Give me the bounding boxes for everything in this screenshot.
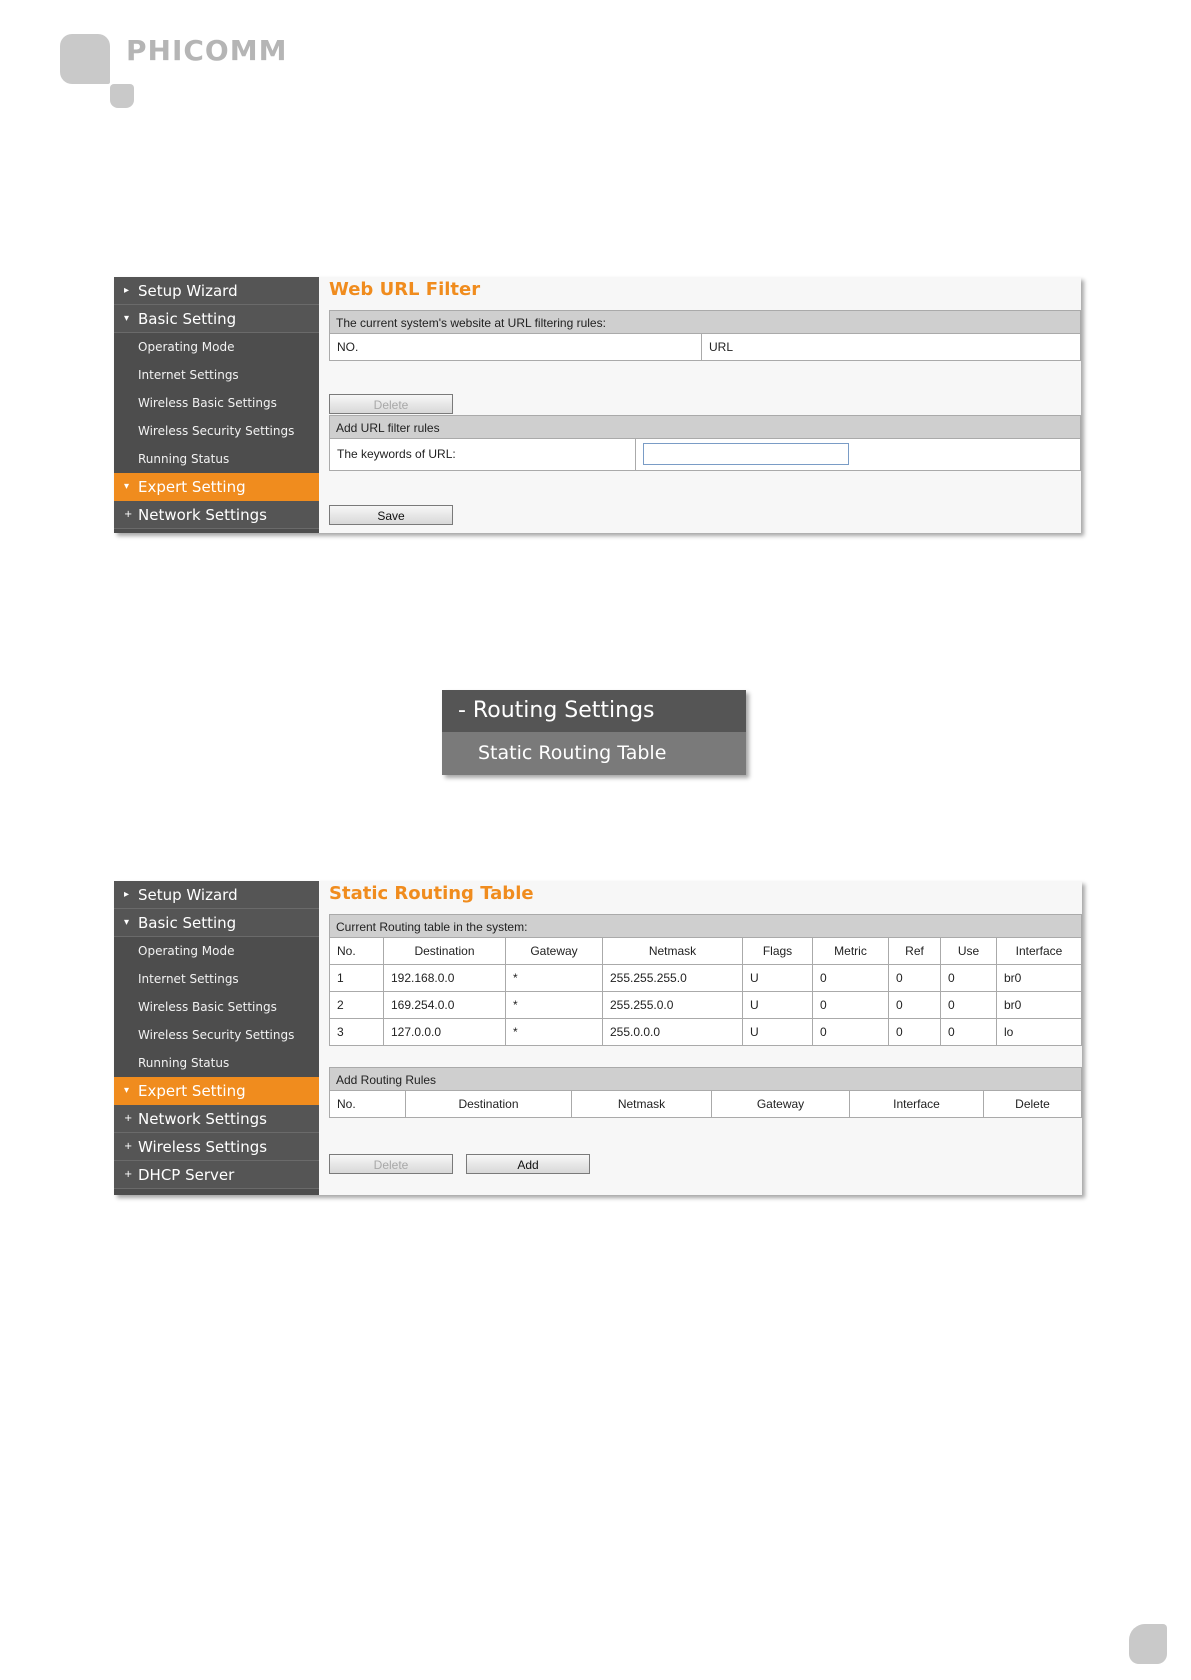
keywords-label: The keywords of URL: bbox=[330, 439, 636, 470]
cell-interface: br0 bbox=[1004, 998, 1022, 1012]
column-header-no: NO. bbox=[330, 334, 702, 360]
save-button[interactable]: Save bbox=[329, 505, 453, 525]
keywords-row bbox=[329, 439, 1081, 471]
sidebar-item-label: Network Settings bbox=[138, 1110, 267, 1128]
sidebar-item-label: Setup Wizard bbox=[138, 886, 238, 904]
keywords-cell bbox=[636, 439, 1080, 470]
cell-no: 1 bbox=[330, 965, 384, 991]
sidebar-item-label: Setup Wizard bbox=[138, 282, 238, 300]
sidebar-item-internet-settings[interactable]: Internet Settings bbox=[114, 361, 319, 389]
web-url-filter-panel bbox=[114, 277, 1081, 533]
column-header-use: Use bbox=[941, 938, 997, 964]
column-header-netmask: Netmask bbox=[603, 938, 743, 964]
sidebar-item-label: Basic Setting bbox=[138, 310, 237, 328]
logo-mark-large bbox=[60, 34, 110, 84]
logo-mark-small bbox=[110, 84, 134, 108]
cell-use: 0 bbox=[941, 1019, 997, 1045]
routing-table-header: Current Routing table in the system: bbox=[329, 914, 1082, 938]
sidebar-item-dhcp-server[interactable] bbox=[114, 1161, 319, 1189]
column-header-delete: Delete bbox=[1015, 1097, 1050, 1111]
cell-netmask: 255.255.255.0 bbox=[603, 965, 743, 991]
cell-ref: 0 bbox=[889, 1019, 941, 1045]
sidebar-item-basic-setting[interactable] bbox=[114, 305, 319, 333]
sidebar bbox=[114, 277, 319, 533]
content-area bbox=[319, 277, 1081, 533]
add-routing-rules-header: Add Routing Rules bbox=[329, 1067, 1082, 1091]
url-keywords-input[interactable] bbox=[643, 443, 849, 465]
cell-destination: 192.168.0.0 bbox=[384, 965, 506, 991]
cell-use: 0 bbox=[941, 965, 997, 991]
cell-no: 3 bbox=[330, 1019, 384, 1045]
url-rules-header: The current system's website at URL filtering rules: bbox=[329, 310, 1081, 334]
plus-icon: + bbox=[124, 1113, 133, 1124]
caret-right-icon: ▸ bbox=[124, 285, 130, 296]
table-row bbox=[329, 965, 1082, 992]
sidebar-item-wireless-basic-settings[interactable]: Wireless Basic Settings bbox=[114, 389, 319, 417]
sidebar-item-internet-settings[interactable]: Internet Settings bbox=[114, 965, 319, 993]
column-header-destination: Destination bbox=[406, 1091, 572, 1117]
cell-gateway: * bbox=[506, 992, 603, 1018]
static-routing-table-panel bbox=[114, 881, 1082, 1195]
sidebar-item-label: DHCP Server bbox=[138, 1166, 235, 1184]
cell-gateway: * bbox=[506, 1019, 603, 1045]
sidebar-item-label: Network Settings bbox=[138, 506, 267, 524]
sidebar-item-basic-setting[interactable] bbox=[114, 909, 319, 937]
column-header-interface: Interface bbox=[1015, 944, 1063, 958]
column-header-metric: Metric bbox=[813, 938, 889, 964]
column-header-gateway: Gateway bbox=[506, 938, 603, 964]
url-rules-columns bbox=[329, 334, 1081, 361]
column-header-netmask: Netmask bbox=[572, 1091, 712, 1117]
column-header-interface: Interface bbox=[850, 1091, 984, 1117]
cell-netmask: 255.0.0.0 bbox=[603, 1019, 743, 1045]
column-header-no: No. bbox=[330, 1091, 406, 1117]
menu-item-routing-settings[interactable]: - Routing Settings bbox=[442, 690, 746, 732]
cell-flags: U bbox=[743, 1019, 813, 1045]
sidebar bbox=[114, 881, 319, 1195]
table-row bbox=[329, 1019, 1082, 1046]
caret-right-icon: ▸ bbox=[124, 889, 130, 900]
caret-down-icon: ▾ bbox=[124, 313, 130, 324]
column-header-gateway: Gateway bbox=[712, 1091, 850, 1117]
page-corner-decoration bbox=[1129, 1624, 1167, 1664]
add-routing-columns bbox=[329, 1091, 1082, 1118]
cell-gateway: * bbox=[506, 965, 603, 991]
routing-table-columns bbox=[329, 938, 1082, 965]
caret-down-icon: ▾ bbox=[124, 1085, 130, 1096]
sidebar-item-wireless-security-settings[interactable]: Wireless Security Settings bbox=[114, 417, 319, 445]
delete-button[interactable]: Delete bbox=[329, 1154, 453, 1174]
sidebar-item-running-status[interactable]: Running Status bbox=[114, 1049, 319, 1077]
sidebar-item-operating-mode[interactable]: Operating Mode bbox=[114, 333, 319, 361]
column-header-no: No. bbox=[330, 938, 384, 964]
caret-down-icon: ▾ bbox=[124, 917, 130, 928]
plus-icon: + bbox=[124, 509, 133, 520]
sidebar-item-wireless-security-settings[interactable]: Wireless Security Settings bbox=[114, 1021, 319, 1049]
phicomm-logo bbox=[60, 34, 320, 114]
plus-icon: + bbox=[124, 1141, 133, 1152]
cell-ref: 0 bbox=[889, 965, 941, 991]
logo-text: PHICOMM bbox=[126, 34, 288, 67]
sidebar-item-network-settings[interactable] bbox=[114, 1105, 319, 1133]
cell-interface: lo bbox=[1004, 1025, 1014, 1039]
add-button[interactable]: Add bbox=[466, 1154, 590, 1174]
sidebar-item-network-settings[interactable] bbox=[114, 501, 319, 529]
cell-flags: U bbox=[743, 965, 813, 991]
sidebar-item-expert-setting[interactable] bbox=[114, 473, 319, 501]
page-title: Static Routing Table bbox=[329, 883, 534, 904]
sidebar-item-label: Wireless Settings bbox=[138, 1138, 268, 1156]
delete-button[interactable]: Delete bbox=[329, 394, 453, 414]
cell-ref: 0 bbox=[889, 992, 941, 1018]
sidebar-item-wireless-settings[interactable] bbox=[114, 1133, 319, 1161]
cell-use: 0 bbox=[941, 992, 997, 1018]
cell-destination: 127.0.0.0 bbox=[384, 1019, 506, 1045]
column-header-flags: Flags bbox=[743, 938, 813, 964]
routing-settings-menu bbox=[442, 690, 746, 775]
sidebar-item-label: Basic Setting bbox=[138, 914, 237, 932]
sidebar-item-running-status[interactable]: Running Status bbox=[114, 445, 319, 473]
cell-metric: 0 bbox=[813, 992, 889, 1018]
sidebar-item-operating-mode[interactable]: Operating Mode bbox=[114, 937, 319, 965]
column-header-ref: Ref bbox=[889, 938, 941, 964]
cell-no: 2 bbox=[330, 992, 384, 1018]
menu-item-static-routing-table[interactable]: Static Routing Table bbox=[442, 732, 746, 775]
cell-metric: 0 bbox=[813, 1019, 889, 1045]
page-title: Web URL Filter bbox=[329, 279, 481, 300]
cell-destination: 169.254.0.0 bbox=[384, 992, 506, 1018]
cell-flags: U bbox=[743, 992, 813, 1018]
column-header-url: URL bbox=[709, 340, 734, 354]
cell-interface: br0 bbox=[1004, 971, 1022, 985]
cell-metric: 0 bbox=[813, 965, 889, 991]
sidebar-item-expert-setting[interactable] bbox=[114, 1077, 319, 1105]
content-area bbox=[319, 881, 1082, 1195]
caret-down-icon: ▾ bbox=[124, 481, 130, 492]
plus-icon: + bbox=[124, 1169, 133, 1180]
sidebar-item-label: Expert Setting bbox=[138, 478, 246, 496]
add-url-rules-header: Add URL filter rules bbox=[329, 415, 1081, 439]
sidebar-item-wireless-basic-settings[interactable]: Wireless Basic Settings bbox=[114, 993, 319, 1021]
sidebar-item-setup-wizard[interactable] bbox=[114, 881, 319, 909]
sidebar-item-label: Expert Setting bbox=[138, 1082, 246, 1100]
cell-netmask: 255.255.0.0 bbox=[603, 992, 743, 1018]
sidebar-item-setup-wizard[interactable] bbox=[114, 277, 319, 305]
column-header-destination: Destination bbox=[384, 938, 506, 964]
table-row bbox=[329, 992, 1082, 1019]
